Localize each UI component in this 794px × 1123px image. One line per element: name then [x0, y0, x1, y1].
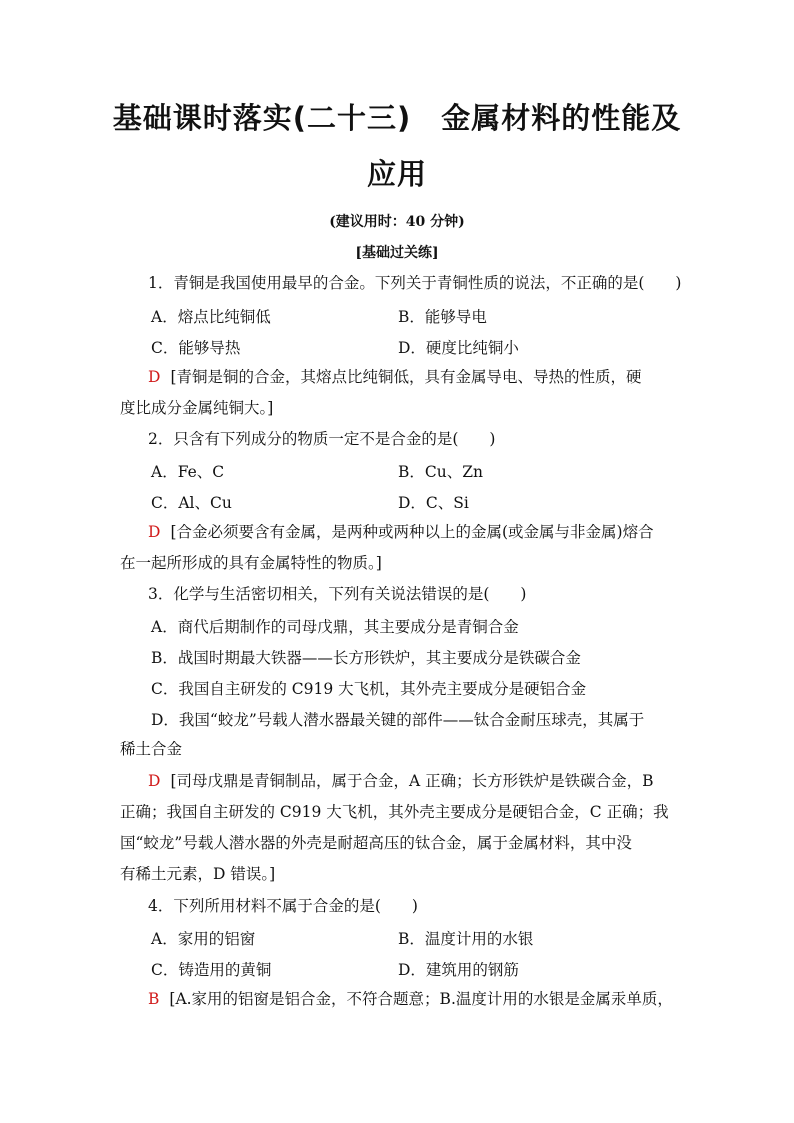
explanation-continued: 在一起所形成的具有金属特性的物质。]	[120, 554, 382, 572]
question-3-answer: D	[148, 772, 161, 790]
explanation-continued: 有稀土元素，D 错误。]	[120, 865, 276, 883]
explanation-continued: 国“蛟龙”号载人潜水器的外壳是耐超高压的钛合金，属于金属材料，其中没	[120, 834, 632, 852]
question-2-answer: D	[148, 523, 161, 541]
question-3-option-a: A．商代后期制作的司母戊鼎，其主要成分是青铜合金	[151, 618, 519, 636]
question-1-option-d: D．硬度比纯铜小	[398, 339, 519, 357]
question-4-option-c: C．铸造用的黄铜	[151, 961, 272, 979]
question-4-option-a: A．家用的铝窗	[151, 930, 256, 948]
question-4-option-d: D．建筑用的钢筋	[398, 961, 519, 979]
question-4-answer: B	[148, 990, 160, 1008]
question-1-option-b: B．能够导电	[398, 308, 487, 326]
question-2-option-c: C．Al、Cu	[151, 494, 232, 512]
question-2-stem: 2．只含有下列成分的物质一定不是合金的是( )	[148, 430, 496, 448]
page-title: 基础课时落实(二十三) 金属材料的性能及	[112, 101, 682, 135]
explanation-text: [A.家用的铝窗是铝合金，不符合题意；B.温度计用的水银是金属汞单质，	[169, 990, 673, 1008]
question-3-explanation	[148, 771, 708, 791]
explanation-continued: 正确；我国自主研发的 C919 大飞机，其外壳主要成分是硬铝合金，C 正确；我	[120, 803, 669, 821]
question-4-explanation	[148, 989, 708, 1009]
question-3-option-d-continued: 稀土合金	[120, 740, 183, 758]
explanation-continued: 度比成分金属纯铜大。]	[120, 399, 274, 417]
question-2-explanation	[148, 522, 708, 542]
question-2-option-a: A．Fe、C	[151, 463, 225, 481]
explanation-text: [合金必须要含有金属，是两种或两种以上的金属(或金属与非金属)熔合	[170, 523, 654, 541]
explanation-text: [青铜是铜的合金，其熔点比纯铜低，具有金属导电、导热的性质，硬	[170, 368, 642, 386]
question-1-answer: D	[148, 368, 161, 386]
question-3-option-c: C．我国自主研发的 C919 大飞机，其外壳主要成分是硬铝合金	[151, 680, 587, 698]
question-1-stem: 1．青铜是我国使用最早的合金。下列关于青铜性质的说法，不正确的是( )	[148, 274, 682, 292]
question-2-option-d: D．C、Si	[398, 494, 469, 512]
question-3-option-b: B．战国时期最大铁器——长方形铁炉，其主要成分是铁碳合金	[151, 649, 581, 667]
question-4-stem: 4．下列所用材料不属于合金的是( )	[148, 897, 418, 915]
question-2-option-b: B．Cu、Zn	[398, 463, 483, 481]
question-3-stem: 3．化学与生活密切相关，下列有关说法错误的是( )	[148, 585, 527, 603]
section-heading: [基础过关练]	[355, 245, 439, 261]
question-3-option-d: D．我国“蛟龙”号载人潜水器最关键的部件——钛合金耐压球壳，其属于	[151, 711, 645, 729]
page-title-continued: 应用	[366, 157, 427, 191]
question-1-option-c: C．能够导热	[151, 339, 241, 357]
suggested-time: (建议用时：40 分钟)	[329, 214, 465, 230]
question-1-option-a: A．熔点比纯铜低	[151, 308, 271, 326]
question-4-option-b: B．温度计用的水银	[398, 930, 534, 948]
question-1-explanation	[148, 367, 708, 387]
explanation-text: [司母戊鼎是青铜制品，属于合金，A 正确；长方形铁炉是铁碳合金，B	[170, 772, 654, 790]
